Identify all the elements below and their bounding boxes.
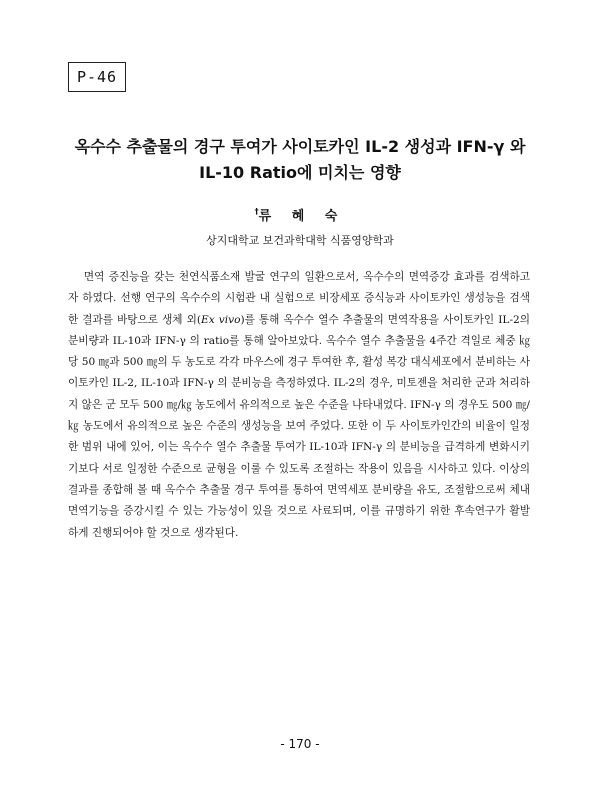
abstract-italic-term: Ex vivo — [200, 313, 241, 326]
poster-id-box — [68, 62, 126, 92]
page-number: - 170 - — [280, 737, 320, 751]
abstract-part-2: )를 통해 옥수수 열수 추출물의 면역작용을 사이토카인 IL-2의 분비량과 IL-10과 IFN-γ 의 ratio를 통해 알아보았다. 옥수수 열수 추출물을 4주간 격일로 체중 ㎏당 50 ㎎과 500 ㎎의 두 농도로 각각 마우스에 경구 투여한 후, 활성 복강 대식세포에서 분비하는 사이토카인 IL-2, IL-10과 IFN-γ 의 분비능을 측정하였다. IL-2의 경우, 미토젠을 처리한 군과 처리하지 않은 군 모두 500 ㎎/㎏ 농도에서 유의적으로 높은 수준을 나타내었다. IFN-γ 의 경우도 500 ㎎/㎏ 농도에서 유의적으로 높은 수준의 생성능을 보여 주었다. 또한 이 두 사이토카인간의 비율이 일정한 범위 내에 있어, 이는 옥수수 열수 추출물 투여가 IL-10과 IFN-γ 의 분비능을 급격하게 변화시키기보다 서로 일정한 수준으로 균형을 이룰 수 있도록 조절하는 작용이 있음을 시사하고 있다. 이상의 결과를 종합해 볼 때 옥수수 추출물 경구 투여를 통하여 면역세포 분비량을 유도, 조절함으로써 체내 면역기능을 증강시킬 수 있는 가능성이 있을 것으로 사료되며, 이를 규명하기 위한 후속연구가 활발하게 진행되어야 할 것으로 생각된다. — [68, 313, 530, 539]
paper-title — [60, 134, 540, 186]
author-name: 류 혜 숙 — [258, 209, 346, 224]
title-line-2: IL-10 Ratio에 미치는 영향 — [199, 163, 401, 182]
abstract-body — [68, 267, 530, 544]
poster-id: P-46 — [76, 68, 118, 86]
title-line-1: 옥수수 추출물의 경구 투여가 사이토카인 IL-2 생성과 IFN-γ 와 — [74, 137, 526, 156]
author — [0, 205, 600, 224]
corresponding-mark: † — [254, 207, 259, 216]
abstract-part-1: 면역 증진능을 갖는 천연식품소재 발굴 연구의 일환으로서, 옥수수의 면역증강 효과를 검색하고자 하였다. 선행 연구의 옥수수의 시험관 내 실험으로 비장세포 증식능과 사이토카인 생성능을 검색한 결과를 바탕으로 생체 외( — [68, 271, 530, 326]
affiliation: 상지대학교 보건과학대학 식품영양학과 — [206, 234, 394, 247]
